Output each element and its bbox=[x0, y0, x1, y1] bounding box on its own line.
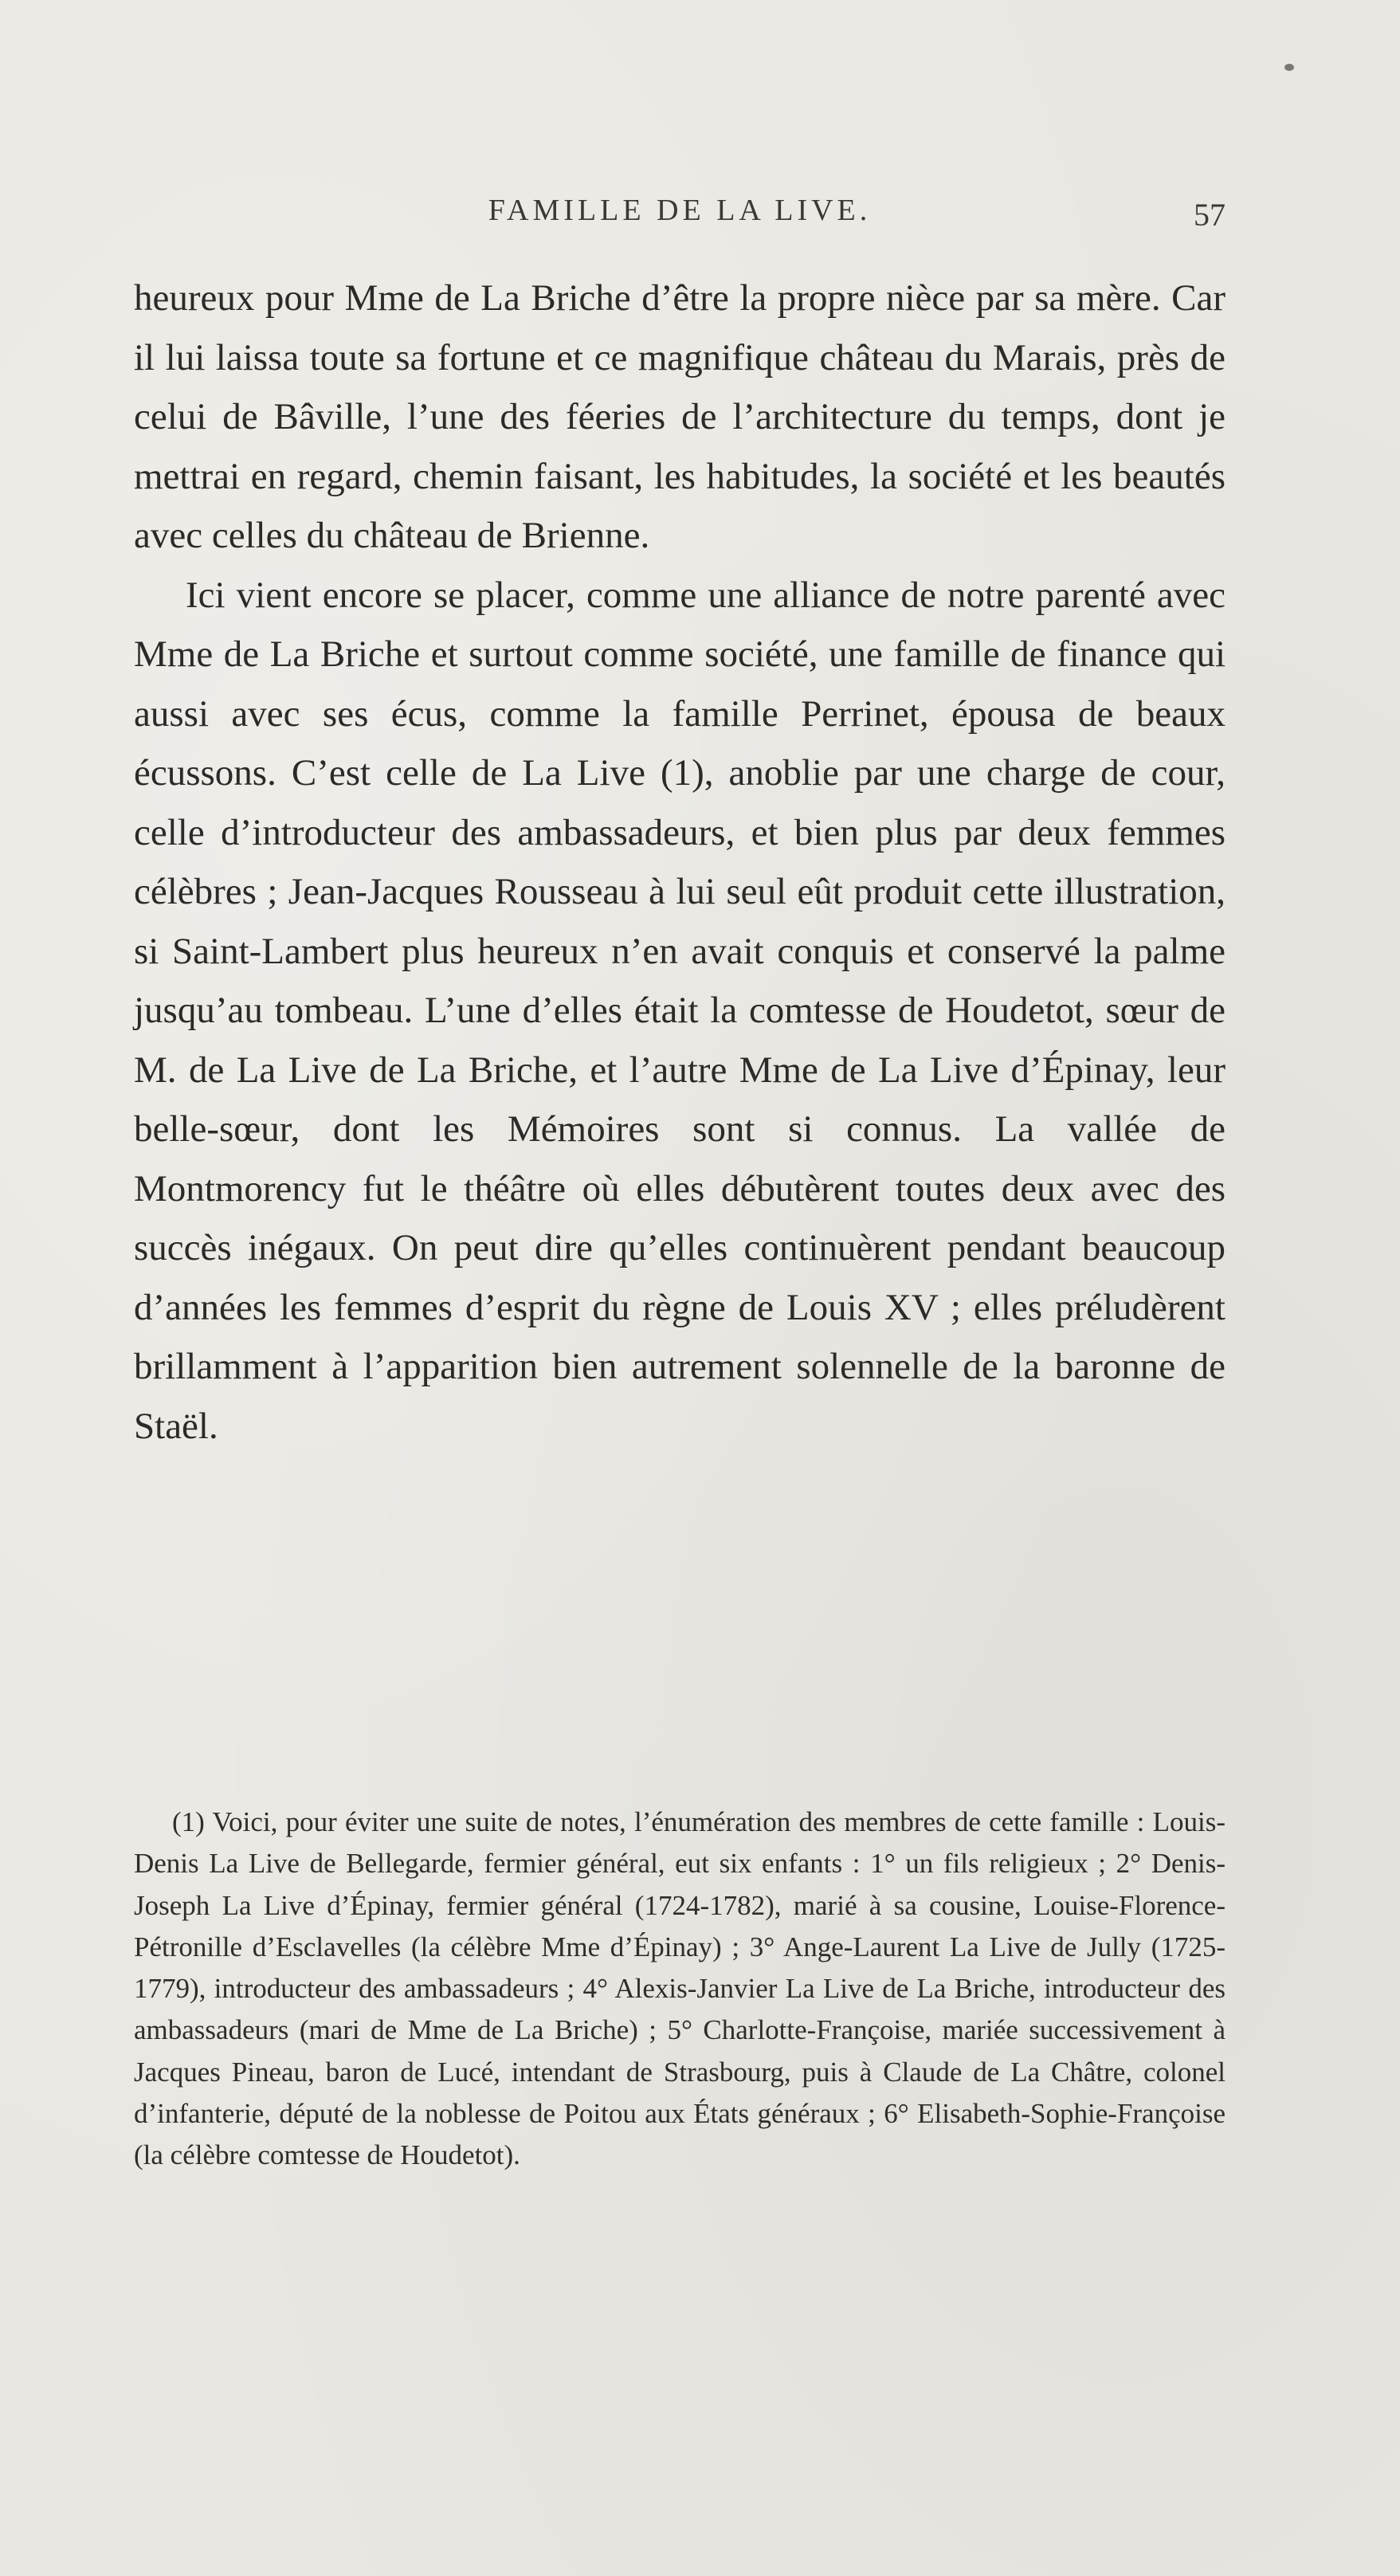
page-number: 57 bbox=[1194, 197, 1225, 233]
running-title: FAMILLE DE LA LIVE. bbox=[488, 194, 872, 227]
running-head bbox=[134, 193, 1225, 233]
ink-spot bbox=[1284, 64, 1294, 71]
paragraph-2: Ici vient encore se placer, comme une alliance de notre parenté avec Mme de La Briche et surtout comme société, une famille de finance qui aussi avec ses écus, comme la famille Perrinet, épousa de beaux écussons. C’est celle de La Live (1), anoblie par une charge de cour, celle d’introducteur des ambassadeurs, et bien plus par deux femmes célèbres ; Jean-Jacques Rousseau à lui seul eût produit cette illustration, si Saint-Lambert plus heureux n’en avait conquis et conservé la palme jusqu’au tombeau. L’une d’elles était la comtesse de Houdetot, sœur de M. de La Live de La Briche, et l’autre Mme de La Live d’Épinay, leur belle-sœur, dont les Mémoires sont si connus. La vallée de Montmorency fut le théâtre où elles débutèrent toutes deux avec des succès inégaux. On peut dire qu’elles continuèrent pendant beaucoup d’années les femmes d’esprit du règne de Louis XV ; elles préludèrent brillamment à l’apparition bien autrement solennelle de la baronne de Staël. bbox=[134, 574, 1225, 1447]
body-text bbox=[134, 269, 1225, 1456]
footnote: (1) Voici, pour éviter une suite de notes, l’énumération des membres de cette famille : Louis-Denis La Live de Bellegarde, fermier général, eut six enfants : 1° un fils religieux ; 2° Denis-Joseph La Live d’Épinay, fermier général (1724-1782), marié à sa cousine, Louise-Florence-Pétronille d’Esclavelles (la célèbre Mme d’Épinay) ; 3° Ange-Laurent La Live de Jully (1725-1779), introducteur des ambassadeurs ; 4° Alexis-Janvier La Live de La Briche, introducteur des ambassadeurs (mari de Mme de La Briche) ; 5° Charlotte-Françoise, mariée successivement à Jacques Pineau, baron de Lucé, intendant de Strasbourg, puis à Claude de La Châtre, colonel d’infanterie, député de la noblesse de Poitou aux États généraux ; 6° Elisabeth-Sophie-Françoise (la célèbre comtesse de Houdetot). bbox=[134, 1806, 1225, 2171]
paragraph-1: heureux pour Mme de La Briche d’être la propre nièce par sa mère. Car il lui laissa toute sa fortune et ce magnifique château du Marais, près de celui de Bâville, l’une des féeries de l’architecture du temps, dont je mettrai en regard, chemin faisant, les habitudes, la société et les beautés avec celles du château de Brienne. bbox=[134, 277, 1225, 556]
